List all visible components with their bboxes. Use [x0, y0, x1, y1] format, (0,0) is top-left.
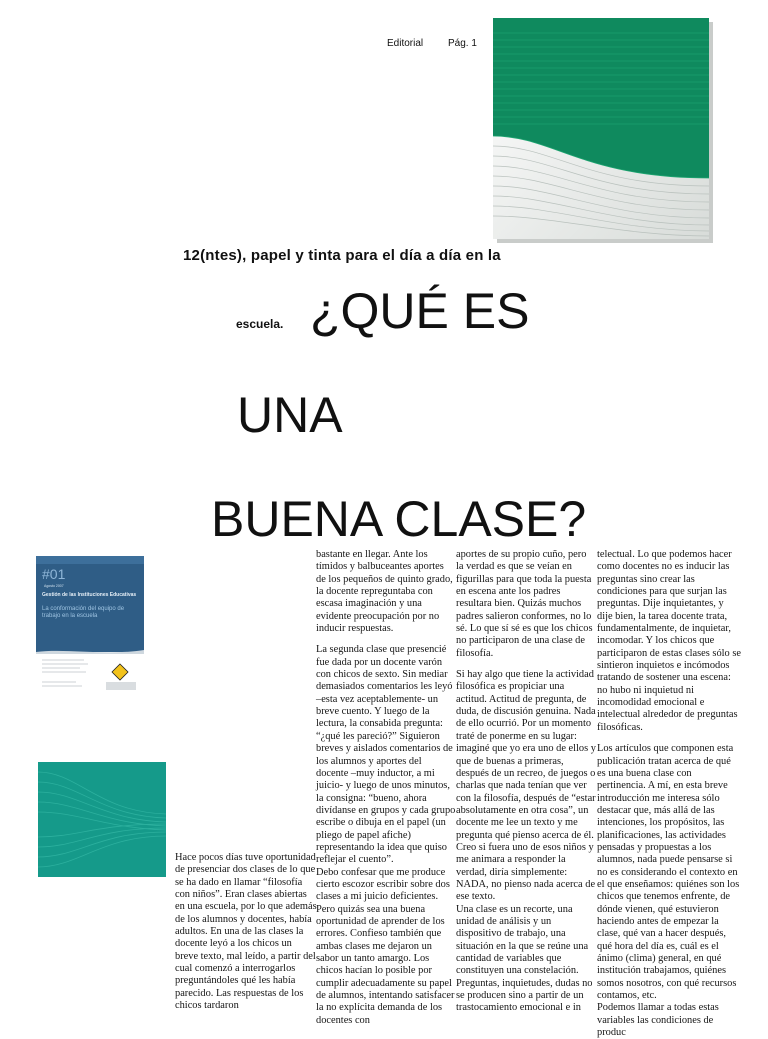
cover-image [493, 18, 713, 243]
thumbnail-subtitle: La conformación del equipo de trabajo en la escuela [42, 606, 125, 619]
paragraph: bastante en llegar. Ante los tímidos y balbuceantes aportes de los pequeños de quinto grado, la docente repreguntaba con escasa imaginación y una evidente preocupación por no inducir respuestas. [316, 549, 453, 635]
teal-abstract-image [38, 762, 166, 877]
headline-line-2: UNA [237, 387, 343, 443]
paragraph: Hace pocos días tuve oportunidad de presenciar dos clases de lo que se ha dado en llamar “filosofía con niños”. Eran clases abiertas en una escuela, por lo que además de los alumnos y docentes, había adultos. En una de las clases la docente leyó a los chicos un breve texto, mal leído, a partir del cual comenzó a interrogarlos preguntándoles qué les había parecido. Las respuestas de los chicos tardaron [175, 852, 317, 1012]
subtitle-continuation: escuela. [236, 317, 284, 331]
publication-cover-thumbnail [36, 556, 144, 694]
thumbnail-issue-number: #01 [42, 566, 66, 582]
article-column-4 [597, 549, 741, 1039]
article-column-3 [456, 549, 596, 1019]
article-column-2 [316, 549, 456, 1026]
section-label: Editorial [387, 38, 424, 49]
thumbnail-date: Agosto 2007 [44, 584, 64, 588]
paragraph: aportes de su propio cuño, pero la verdad es que se veían en figurillas para que toda la puesta en escena ante los padres resultara bien. Quizás muchos padres salieron conformes, no lo sé. Lo que sí sé es que los chicos no participaron de una clase de filosofía. [456, 549, 593, 659]
thumbnail-series-title: Gestión de las Instituciones Educativas [42, 592, 137, 598]
headline-line-1: ¿QUÉ ES [310, 283, 530, 339]
article-column-1 [175, 852, 317, 1024]
paragraph: Los artículos que componen esta publicación tratan acerca de qué es una buena clase con pertinencia. A mí, en esta breve introducción me interesa sólo destacar que, más allá de las intenciones, los propósitos, las planificaciones, las actividades pensadas y propuestas a los alumnos, nada puede pensarse si no es considerando el contexto en el que enseñamos: quiénes son los chicos que tenemos enfrente, de dónde vienen, qué estuvieron haciendo antes de empezar la clase, qué van a hacer después, qué hora del día es, cuál es el ánimo (clima) general, en qué institución trabajamos, quiénes somos nosotros, con qué recursos contamos, etc. Podemos llamar a todas estas variables las condiciones de produc [597, 743, 740, 1039]
article-subtitle: 12(ntes), papel y tinta para el día a día en la [183, 247, 501, 264]
page-number: Pág. 1 [448, 38, 477, 49]
paragraph: telectual. Lo que podemos hacer como docentes no es inducir las preguntas sino crear las condiciones para que surjan las preguntas. Dije inquietantes, y dije bien, la tarea docente trata, fundamentalmente, de inquietar, incomodar. Y los chicos que participaron de estas clases sólo se sintieron inquietos e incómodos tratando de sostener una escena: no hubo ni inquietud ni incomodidad emocional e intelectual alrededor de preguntas filosóficas. [597, 549, 741, 733]
paragraph: La segunda clase que presencié fue dada por un docente varón con chicos de sexto. Sin mediar demasiados comentarios les leyó –esta vez aceptablemente- un breve cuento. Y luego de la lectura, la consabida pregunta: “¿qué les pareció?” Siguieron breves y aislados comentarios de los alumnos y aportes del docente –muy inductor, a mi juicio- y luego de unos minutos, la consigna: “bueno, ahora divídanse en grupos y cada grupo escribe o dibuja en el papel (un pliego de papel afiche) representando la idea que quiso reflejar el cuento”. Debo confesar que me produce cierto escozor escribir sobre dos clases a mi juicio deficientes. Pero quizás sea una buena oportunidad de aprender de los errores. Confieso también que ambas clases me dejaron un sabor un tanto amargo. Los chicos hacían lo posible por cumplir adecuadamente su papel de alumnos, intentando satisfacer la no explícita demanda de los docentes con [316, 644, 456, 1026]
headline-line-3: BUENA CLASE? [211, 491, 587, 547]
paragraph: Si hay algo que tiene la actividad filosófica es propiciar una actitud. Actitud de pregunta, de duda, de discusión genuina. Nada de ello ocurrió. Por un momento traté de ponerme en su lugar: imaginé que yo era uno de ellos y que de buenas a primeras, después de un recreo, de juegos o charlas que nada tenían que ver con la filosofía, después de “estar absolutamente en otra cosa”, un docente me lee un texto y me pregunta qué pienso acerca de él. Creo si fuera uno de esos niños y me animara a responder la verdad, diría simplemente: NADA, no pienso nada acerca de ese texto. Una clase es un recorte, una unidad de análisis y un dispositivo de trabajo, una situación en la que se reúne una cantidad de variables que constituyen una constelación. Preguntas, inquietudes, dudas no se producen sino a partir de un trastocamiento emocional e in [456, 669, 596, 1014]
